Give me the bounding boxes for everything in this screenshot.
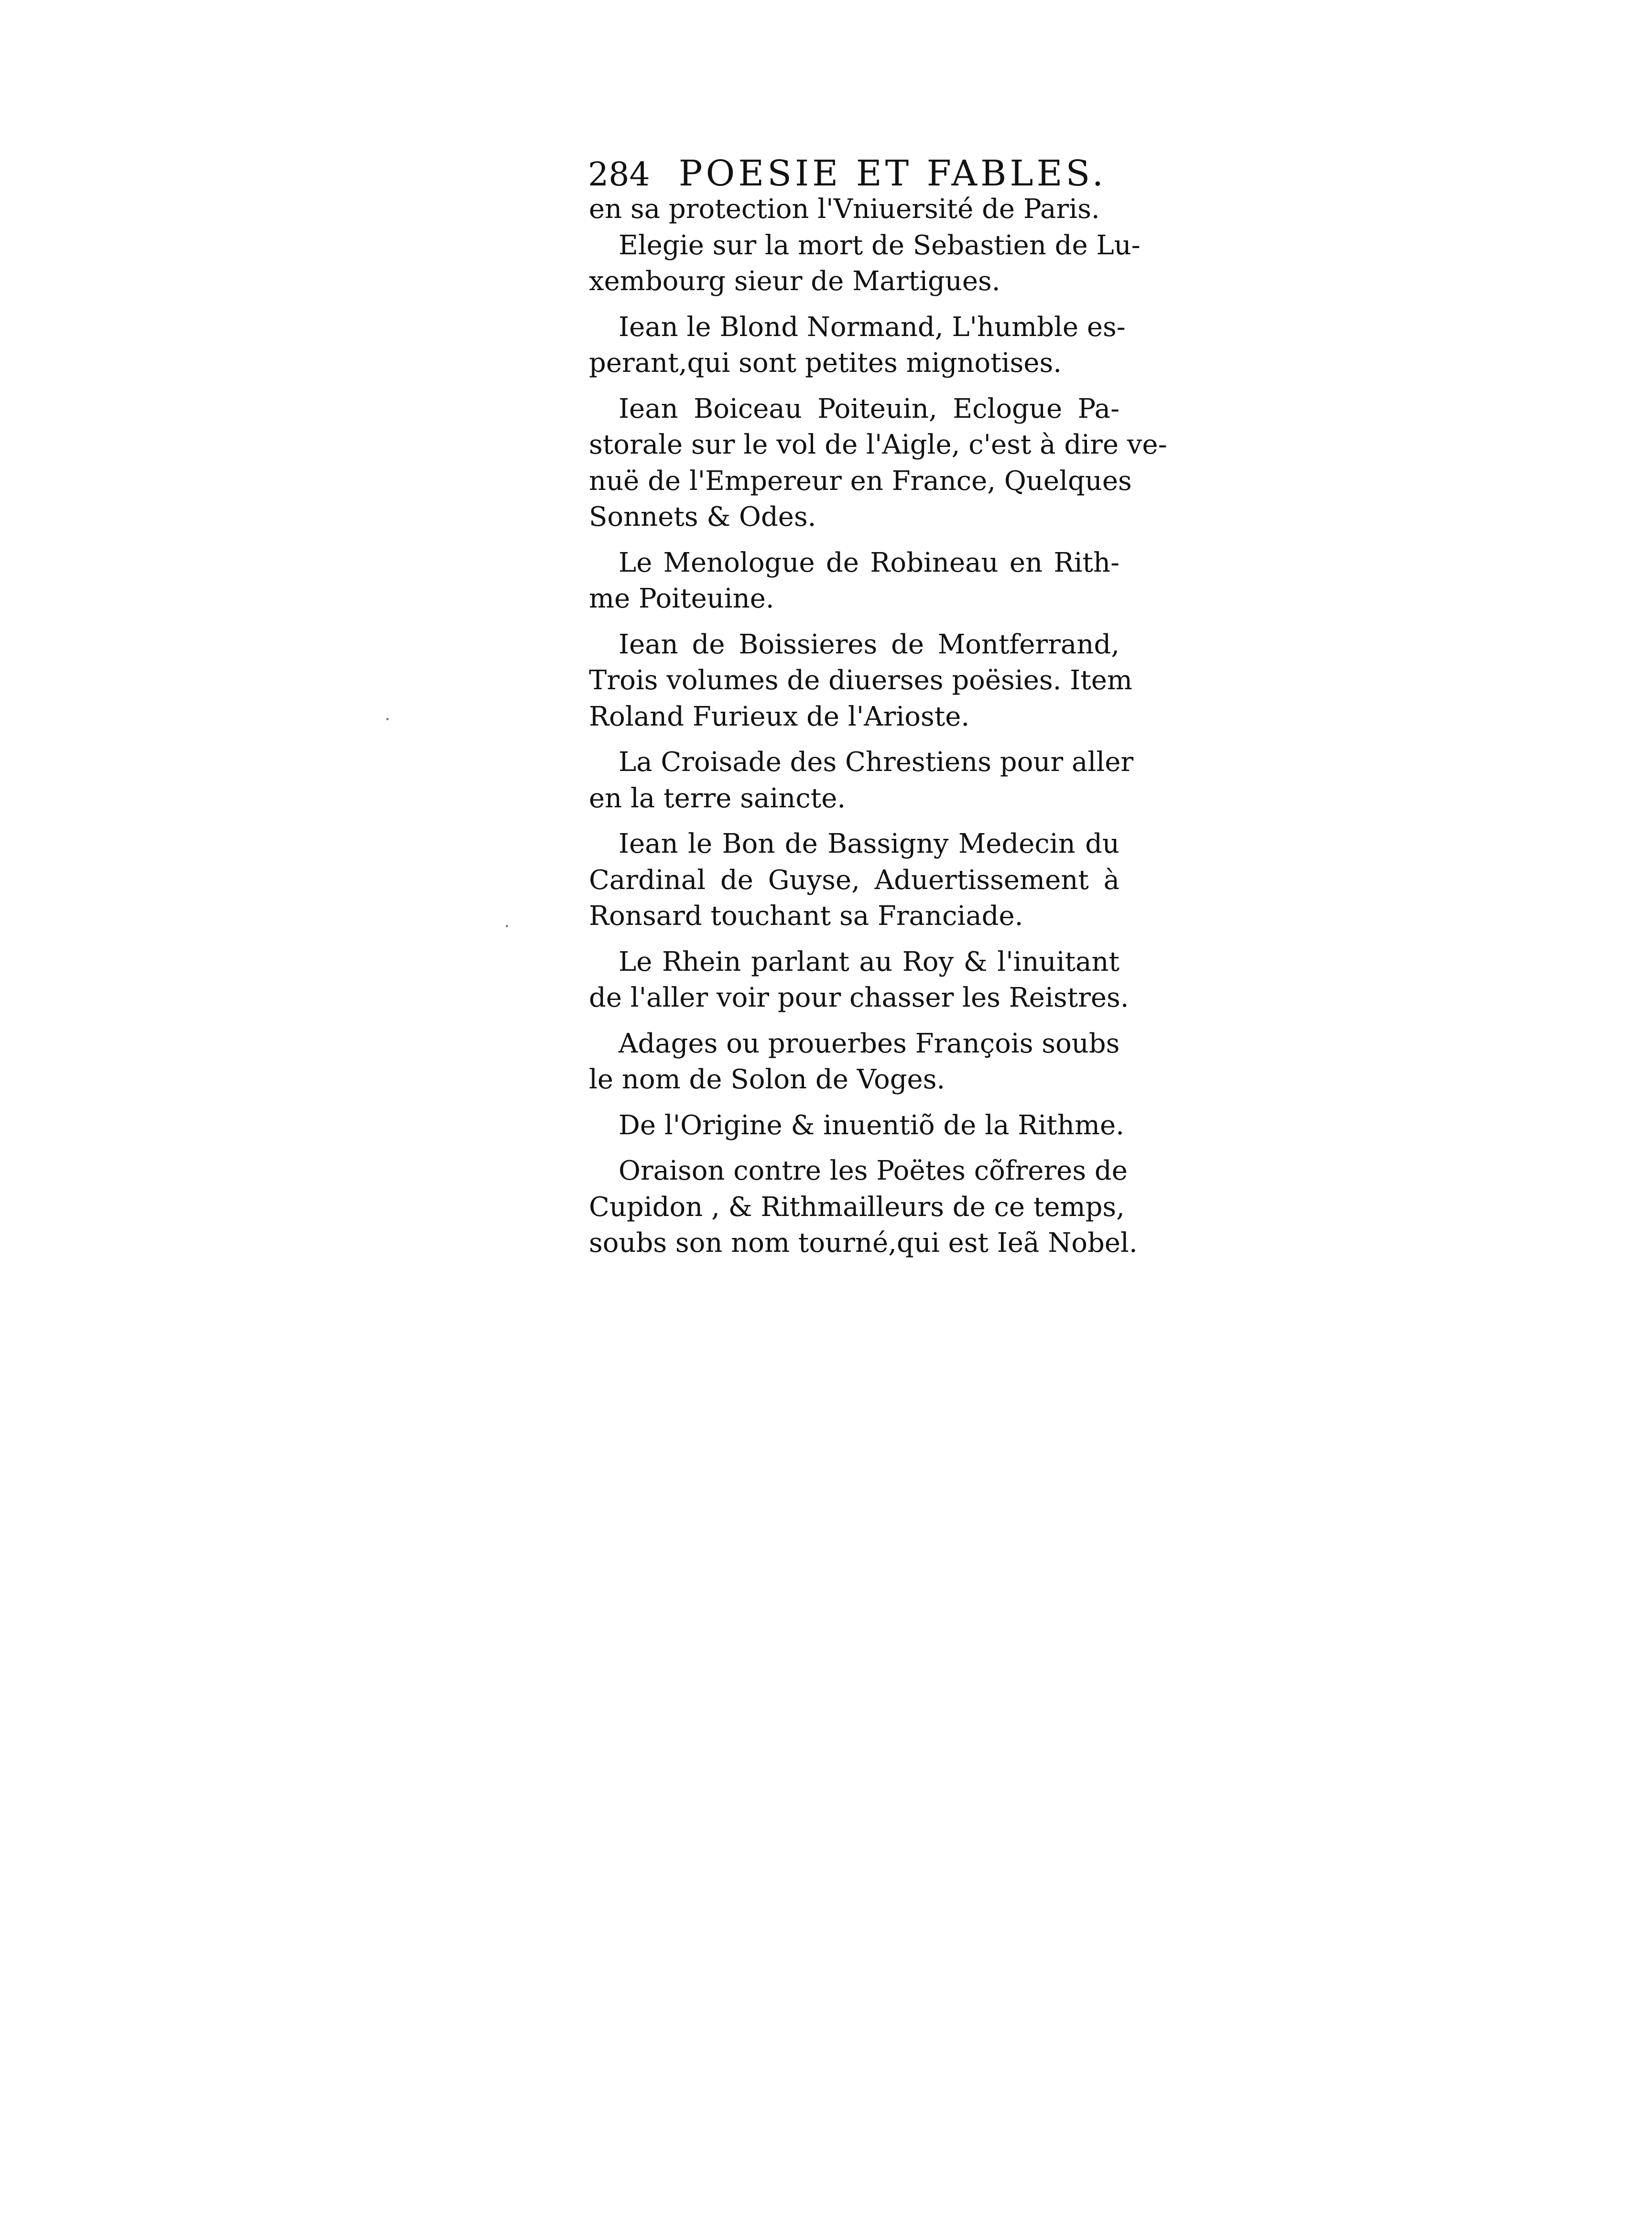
- text-line: Iean le Bon de Bassigny Medecin du: [619, 828, 1119, 859]
- text-line: Iean de Boissieres de Montferrand,: [619, 629, 1119, 660]
- text-line: de l'aller voir pour chasser les Reistres.: [589, 982, 1129, 1013]
- text-line: La Croisade des Chrestiens pour aller: [619, 747, 1134, 778]
- text-line: Iean Boiceau Poiteuin, Eclogue Pa-: [619, 393, 1119, 424]
- text-line: me Poiteuine.: [589, 583, 774, 614]
- text-line: Iean le Blond Normand, L'humble es-: [619, 311, 1126, 343]
- text-line: le nom de Solon de Voges.: [589, 1064, 946, 1095]
- text-line: soubs son nom tourné,qui est Ieã Nobel.: [589, 1227, 1138, 1259]
- text-line: Cupidon , & Rithmailleurs de ce temps,: [589, 1191, 1125, 1223]
- text-line: Oraison contre les Poëtes cõfreres de: [619, 1155, 1128, 1186]
- running-title: POESIE ET FABLES.: [678, 153, 1107, 194]
- text-line: nuë de l'Empereur en France, Quelques: [589, 465, 1132, 497]
- text-line: Sonnets & Odes.: [589, 501, 816, 532]
- text-line: De l'Origine & inuentiõ de la Rithme.: [619, 1109, 1124, 1141]
- text-line: Le Rhein parlant au Roy & l'inuitant: [619, 946, 1119, 977]
- text-line: Elegie sur la mort de Sebastien de Lu-: [619, 229, 1141, 261]
- text-line: Adages ou prouerbes François soubs: [619, 1028, 1120, 1059]
- text-line: en sa protection l'Vniuersité de Paris.: [589, 194, 1100, 225]
- text-line: perant,qui sont petites mignotises.: [589, 347, 1062, 379]
- text-line: en la terre saincte.: [589, 782, 846, 814]
- margin-speck: [506, 925, 508, 927]
- text-line: storale sur le vol de l'Aigle, c'est à dire ve-: [589, 429, 1167, 460]
- text-line: Le Menologue de Robineau en Rith-: [619, 547, 1119, 578]
- page-number: 284: [588, 156, 650, 194]
- page-header: [588, 149, 1123, 197]
- text-line: xembourg sieur de Martigues.: [589, 266, 1000, 297]
- text-line: Cardinal de Guyse, Aduertissement à: [589, 864, 1119, 896]
- text-line: Ronsard touchant sa Franciade.: [589, 901, 1023, 932]
- text-line: Roland Furieux de l'Arioste.: [589, 701, 970, 732]
- text-line: Trois volumes de diuerses poësies. Item: [589, 665, 1133, 696]
- margin-speck: [386, 718, 389, 720]
- body-text: [589, 191, 1167, 1261]
